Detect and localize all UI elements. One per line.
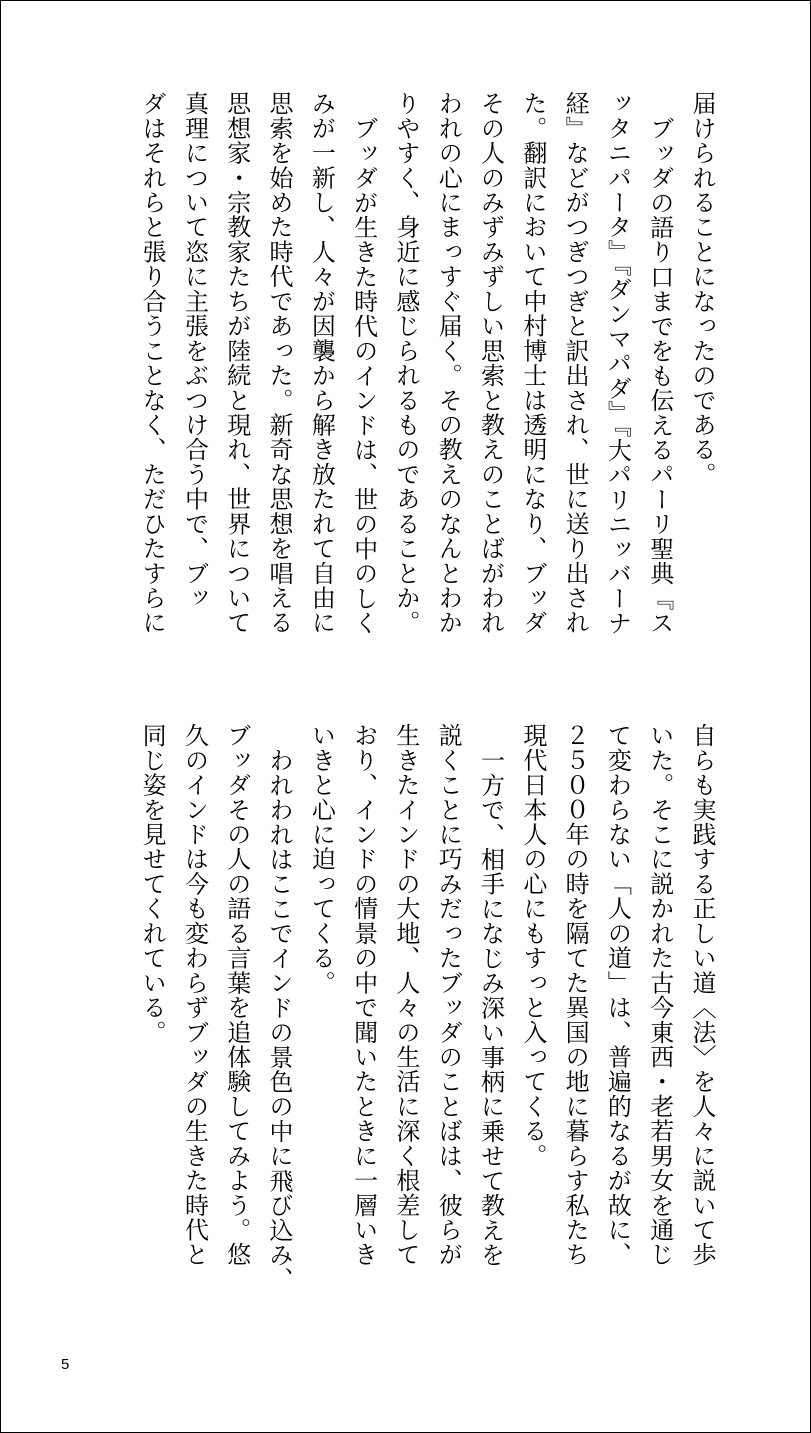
text-line: ブッダその人の語る言葉を追体験してみよう。悠: [222, 723, 251, 1267]
text-line: て変わらない「人の道」は、普遍的なるが故に、: [603, 723, 632, 1267]
text-line: 現代日本人の心にもすっと入ってくる。: [518, 723, 547, 1168]
page-number: 5: [61, 1356, 70, 1373]
text-line: 真理について恣に主張をぶつけ合う中で、ブッ: [180, 91, 209, 611]
text-line: 思索を始めた時代であった。新奇な思想を唱える: [265, 91, 294, 635]
text-line: 説くことに巧みだったブッダのことばは、彼らが: [434, 723, 463, 1267]
text-line: 一方で、相手になじみ深い事柄に乗せて教えを: [476, 747, 505, 1267]
text-line: いきと心に迫ってくる。: [307, 723, 336, 995]
text-line: ダはそれらと張り合うことなく、ただひたすらに: [138, 91, 167, 635]
text-line: ッタニパータ』『ダンマパダ』『大パリニッバーナ: [603, 91, 632, 636]
text-line: 経』などがつぎつぎと訳出され、世に送り出され: [561, 91, 590, 635]
text-line: 久のインドは今も変わらずブッダの生きた時代と: [180, 723, 209, 1267]
text-line: ブッダの語り口までをも伝えるパーリ聖典『ス: [645, 115, 674, 635]
text-line: 同じ姿を見せてくれている。: [138, 723, 167, 1045]
text-line: いた。そこに説かれた古今東西・老若男女を通じ: [645, 723, 674, 1267]
text-line: ブッダが生きた時代のインドは、世の中のしく: [349, 115, 378, 635]
text-line: た。翻訳において中村博士は透明になり、ブッダ: [518, 91, 547, 635]
text-line: 自らも実践する正しい道〈法〉を人々に説いて歩: [688, 723, 716, 1267]
bottom-text-block: [131, 723, 723, 1293]
text-line: みが一新し、人々が因襲から解き放たれて自由に: [307, 91, 336, 635]
text-line: われわれはここでインドの景色の中に飛び込み、: [265, 747, 294, 1292]
text-line: おり、インドの情景の中で聞いたときに一層いき: [349, 723, 378, 1267]
text-line: 思想家・宗教家たちが陸続と現れ、世界について: [222, 91, 251, 635]
text-line: 届けられることになったのである。: [688, 91, 716, 487]
text-line: 生きたインドの大地、人々の生活に深く根差して: [391, 723, 420, 1267]
text-line: ２５００年の時を隔てた異国の地に暮らす私たち: [561, 723, 590, 1267]
text-line: りやすく、身近に感じられるものであることか。: [391, 91, 420, 635]
top-text-block: [131, 91, 723, 661]
text-line: われの心にまっすぐ届く。その教えのなんとわか: [434, 91, 463, 635]
text-line: その人のみずみずしい思索と教えのことばがわれ: [476, 91, 505, 635]
